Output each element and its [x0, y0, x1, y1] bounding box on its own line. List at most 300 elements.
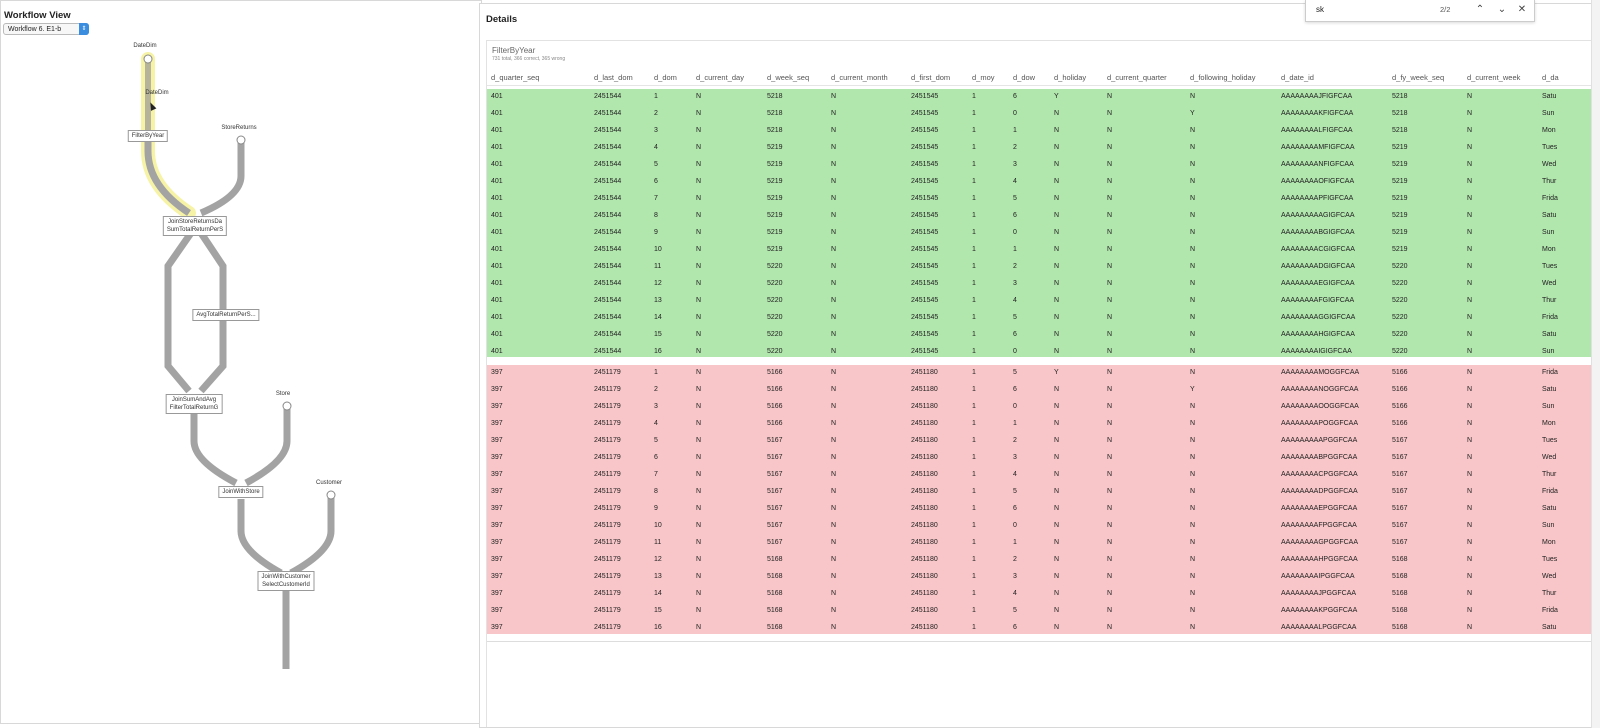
table-cell: 5168: [1392, 590, 1408, 597]
table-cell: 1: [972, 93, 976, 100]
node-customer-label[interactable]: Customer: [315, 480, 343, 486]
table-cell: N: [1190, 573, 1196, 580]
table-cell: 5220: [1392, 280, 1408, 287]
node-join-store-returns[interactable]: [163, 216, 227, 236]
table-cell: N: [1190, 471, 1196, 478]
column-header-d-holiday[interactable]: d_holiday: [1054, 73, 1087, 82]
workflow-panel: [0, 0, 482, 724]
table-cell: N: [696, 420, 702, 427]
table-row[interactable]: [487, 518, 1600, 535]
table-cell: 1: [972, 195, 976, 202]
table-cell: 2451544: [594, 178, 622, 185]
table-cell: 397: [491, 505, 503, 512]
column-header-d-last-dom[interactable]: d_last_dom: [594, 73, 633, 82]
table-cell: 401: [491, 212, 503, 219]
table-cell: 5166: [1392, 403, 1408, 410]
node-join-with-customer[interactable]: [257, 571, 314, 591]
table-cell: N: [831, 505, 837, 512]
table-cell: N: [1054, 263, 1060, 270]
find-match-count: 2/2: [1440, 5, 1451, 14]
table-cell: 2451544: [594, 348, 622, 355]
table-cell: N: [1467, 246, 1473, 253]
node-join-sum-avg[interactable]: [166, 394, 223, 414]
table-cell: N: [831, 539, 837, 546]
panel-subtitle: 731 total, 366 correct, 365 wrong: [492, 56, 566, 62]
table-row[interactable]: [487, 433, 1600, 450]
table-cell: Tues: [1542, 556, 1558, 563]
table-row[interactable]: [487, 603, 1600, 620]
column-header-d-current-day[interactable]: d_current_day: [696, 73, 744, 82]
table-cell: 8: [654, 488, 658, 495]
column-header-d-moy[interactable]: d_moy: [972, 73, 995, 82]
table-cell: 5219: [1392, 246, 1408, 253]
table-cell: N: [1467, 420, 1473, 427]
table-cell: 2451179: [594, 403, 621, 410]
table-cell: N: [1054, 110, 1060, 117]
filterbyyear-panel: [486, 40, 1600, 728]
table-cell: N: [1190, 263, 1196, 270]
table-cell: AAAAAAAAFGIGFCAA: [1281, 297, 1355, 304]
table-cell: N: [1190, 161, 1196, 168]
table-cell: N: [831, 93, 837, 100]
table-cell: 2451180: [911, 454, 938, 461]
table-cell: 5166: [1392, 386, 1408, 393]
table-cell: 2451179: [594, 369, 621, 376]
table-row[interactable]: [487, 89, 1600, 106]
table-cell: N: [1054, 573, 1060, 580]
table-cell: 10: [654, 522, 662, 529]
edge-sumavg-joinstore[interactable]: [194, 411, 236, 483]
table-cell: N: [696, 556, 702, 563]
table-cell: N: [696, 386, 702, 393]
table-cell: N: [831, 386, 837, 393]
table-cell: 15: [654, 331, 662, 338]
table-row[interactable]: [487, 501, 1600, 518]
table-row[interactable]: [487, 382, 1600, 399]
table-cell: N: [1467, 110, 1473, 117]
table-cell: 397: [491, 590, 503, 597]
table-cell: N: [1190, 590, 1196, 597]
table-cell: 2451180: [911, 522, 938, 529]
table-cell: 5219: [1392, 144, 1408, 151]
edge-customer-joincustomer[interactable]: [291, 495, 331, 573]
table-cell: 2451179: [594, 454, 621, 461]
column-header-d-fy-week-seq[interactable]: d_fy_week_seq: [1392, 73, 1445, 82]
chevron-up-icon[interactable]: ⌃: [1475, 4, 1485, 15]
table-cell: AAAAAAAABGIGFCAA: [1281, 229, 1355, 236]
table-cell: 2451180: [911, 590, 938, 597]
table-cell: N: [696, 488, 702, 495]
table-cell: 2451180: [911, 505, 938, 512]
node-store-port[interactable]: [283, 402, 291, 410]
table-cell: 2451544: [594, 246, 622, 253]
table-cell: 5219: [767, 161, 783, 168]
table-cell: 5168: [767, 573, 783, 580]
table-cell: N: [1107, 127, 1113, 134]
table-row[interactable]: [487, 450, 1600, 467]
table-cell: 8: [654, 212, 658, 219]
table-row[interactable]: [487, 535, 1600, 552]
table-row[interactable]: [487, 123, 1600, 140]
table-cell: 1: [1013, 420, 1017, 427]
table-cell: N: [1190, 297, 1196, 304]
node-datedim-label[interactable]: DateDim: [133, 43, 157, 49]
table-cell: N: [1190, 331, 1196, 338]
table-cell: 5: [1013, 607, 1017, 614]
column-header-d-current-week[interactable]: d_current_week: [1467, 73, 1521, 82]
table-cell: 2451545: [911, 263, 939, 270]
column-header-d-quarter-seq[interactable]: d_quarter_seq: [491, 73, 540, 82]
table-row[interactable]: [487, 552, 1600, 569]
workflow-select-value: Workflow 6. E1-b: [8, 26, 62, 33]
table-cell: N: [696, 539, 702, 546]
table-cell: N: [696, 522, 702, 529]
table-cell: 7: [654, 195, 658, 202]
table-cell: N: [696, 93, 702, 100]
table-cell: Mon: [1542, 539, 1556, 546]
table-cell: 397: [491, 420, 503, 427]
table-cell: N: [1467, 178, 1473, 185]
column-header-d-first-dom[interactable]: d_first_dom: [911, 73, 951, 82]
table-cell: 5220: [1392, 263, 1408, 270]
table-row[interactable]: [487, 327, 1600, 344]
table-row[interactable]: [487, 586, 1600, 603]
node-datedim-mid-label: DateDim: [145, 90, 169, 96]
select-arrows-icon[interactable]: ⇕: [79, 23, 89, 35]
table-row[interactable]: [487, 293, 1600, 310]
table-cell: Mon: [1542, 127, 1556, 134]
table-cell: N: [831, 420, 837, 427]
table-cell: 2451545: [911, 127, 939, 134]
table-cell: N: [1467, 127, 1473, 134]
table-cell: 2: [1013, 263, 1017, 270]
table-row[interactable]: [487, 242, 1600, 259]
table-cell: Frida: [1542, 369, 1558, 376]
table-cell: 2451180: [911, 403, 938, 410]
table-cell: N: [1107, 573, 1113, 580]
node-join-store-returns-line1: JoinStoreReturnsDa: [167, 219, 223, 225]
table-cell: N: [1107, 505, 1113, 512]
table-cell: N: [696, 297, 702, 304]
table-cell: N: [1107, 369, 1113, 376]
table-cell: 2451544: [594, 314, 622, 321]
table-cell: N: [696, 161, 702, 168]
table-cell: 1: [972, 297, 976, 304]
edge-store-joinstore[interactable]: [246, 406, 287, 483]
table-cell: N: [1054, 246, 1060, 253]
table-cell: 5220: [767, 280, 783, 287]
table-cell: 2: [1013, 144, 1017, 151]
table-cell: 11: [654, 263, 662, 270]
node-customer-port[interactable]: [327, 491, 335, 499]
table-cell: 2451179: [594, 420, 621, 427]
node-storereturns-port[interactable]: [237, 136, 245, 144]
table-cell: N: [1190, 144, 1196, 151]
table-row[interactable]: [487, 416, 1600, 433]
table-cell: N: [1190, 624, 1196, 631]
table-cell: 3: [1013, 280, 1017, 287]
table-cell: N: [1467, 607, 1473, 614]
table-cell: AAAAAAAAOOGGFCAA: [1281, 403, 1359, 410]
table-cell: 1: [1013, 539, 1017, 546]
table-cell: 9: [654, 505, 658, 512]
column-header-d-date-id[interactable]: d_date_id: [1281, 73, 1314, 82]
table-row[interactable]: [487, 399, 1600, 416]
table-row[interactable]: [487, 259, 1600, 276]
table-cell: Thur: [1542, 471, 1557, 478]
table-cell: Y: [1054, 369, 1059, 376]
table-row[interactable]: [487, 310, 1600, 327]
table-cell: 6: [1013, 93, 1017, 100]
table-cell: 397: [491, 471, 503, 478]
table-cell: N: [1107, 263, 1113, 270]
find-input[interactable]: sk: [1316, 5, 1324, 14]
table-cell: 1: [1013, 127, 1017, 134]
table-cell: 15: [654, 607, 662, 614]
table-cell: N: [831, 280, 837, 287]
table-cell: N: [1467, 403, 1473, 410]
table-cell: 2451544: [594, 195, 622, 202]
table-cell: 2451544: [594, 297, 622, 304]
table-cell: 2: [654, 110, 658, 117]
table-cell: N: [1054, 488, 1060, 495]
table-row[interactable]: [487, 225, 1600, 242]
workflow-select[interactable]: [3, 23, 89, 35]
table-cell: 13: [654, 297, 662, 304]
table-cell: N: [1467, 488, 1473, 495]
table-cell: N: [831, 195, 837, 202]
table-cell: N: [831, 144, 837, 151]
table-cell: Satu: [1542, 331, 1557, 338]
table-cell: 1: [972, 607, 976, 614]
table-cell: 7: [654, 471, 658, 478]
table-row[interactable]: [487, 344, 1600, 357]
table-cell: 1: [972, 488, 976, 495]
table-row[interactable]: [487, 484, 1600, 501]
table-cell: 5168: [767, 556, 783, 563]
table-cell: N: [1054, 607, 1060, 614]
table-cell: Wed: [1542, 161, 1557, 168]
table-cell: N: [831, 522, 837, 529]
table-row[interactable]: [487, 365, 1600, 382]
table-cell: N: [1054, 314, 1060, 321]
table-cell: N: [1054, 471, 1060, 478]
table-cell: N: [1190, 195, 1196, 202]
table-cell: N: [1467, 144, 1473, 151]
table-cell: N: [1054, 556, 1060, 563]
table-cell: 0: [1013, 229, 1017, 236]
table-cell: N: [1107, 161, 1113, 168]
table-cell: AAAAAAAAOFIGFCAA: [1281, 178, 1355, 185]
column-header-d-dom[interactable]: d_dom: [654, 73, 677, 82]
table-cell: 1: [972, 110, 976, 117]
table-cell: 1: [972, 403, 976, 410]
table-cell: N: [831, 348, 837, 355]
table-cell: N: [1107, 522, 1113, 529]
node-filterbyyear[interactable]: FilterByYear: [128, 130, 168, 142]
table-row[interactable]: [487, 620, 1600, 634]
table-cell: 5219: [767, 246, 783, 253]
table-cell: 5167: [1392, 505, 1408, 512]
edge-storereturns-join[interactable]: [201, 140, 241, 213]
table-cell: N: [696, 229, 702, 236]
table-cell: N: [1054, 539, 1060, 546]
table-cell: 2451179: [594, 471, 621, 478]
table-cell: 1: [972, 539, 976, 546]
table-cell: 5168: [767, 607, 783, 614]
table-cell: N: [831, 607, 837, 614]
column-header-d-current-month[interactable]: d_current_month: [831, 73, 888, 82]
table-cell: Frida: [1542, 314, 1558, 321]
table-row[interactable]: [487, 106, 1600, 123]
table-cell: 401: [491, 127, 503, 134]
table-cell: AAAAAAAAHPGGFCAA: [1281, 556, 1358, 563]
table-cell: 1: [972, 505, 976, 512]
table-cell: Y: [1190, 386, 1195, 393]
table-row[interactable]: [487, 174, 1600, 191]
node-storereturns-label[interactable]: StoreReturns: [221, 125, 257, 131]
table-cell: 5167: [1392, 471, 1408, 478]
table-row[interactable]: [487, 140, 1600, 157]
edge-joinstore-joincustomer[interactable]: [241, 499, 281, 573]
table-cell: AAAAAAAAFPGGFCAA: [1281, 522, 1357, 529]
table-cell: 16: [654, 624, 662, 631]
table-cell: 5168: [767, 624, 783, 631]
table-cell: 5167: [767, 505, 783, 512]
table-row[interactable]: [487, 569, 1600, 586]
table-cell: 16: [654, 348, 662, 355]
table-cell: N: [696, 110, 702, 117]
table-cell: 4: [1013, 471, 1017, 478]
table-row[interactable]: [487, 208, 1600, 225]
table-cell: 5219: [1392, 178, 1408, 185]
table-cell: 5220: [767, 331, 783, 338]
table-cell: 2451545: [911, 110, 939, 117]
wrong-rows-group: [487, 365, 1600, 634]
table-cell: N: [831, 212, 837, 219]
node-store-label[interactable]: Store: [275, 391, 291, 397]
table-bottom-divider: [487, 641, 1600, 642]
table-cell: 5218: [1392, 127, 1408, 134]
table-cell: 401: [491, 229, 503, 236]
find-bar: [1305, 0, 1535, 22]
table-cell: AAAAAAAAAPGGFCAA: [1281, 437, 1358, 444]
column-header-d-following-holiday[interactable]: d_following_holiday: [1190, 73, 1256, 82]
table-cell: N: [831, 263, 837, 270]
table-cell: 2451544: [594, 110, 622, 117]
column-header-d-week-seq[interactable]: d_week_seq: [767, 73, 810, 82]
table-cell: 5167: [1392, 454, 1408, 461]
table-cell: N: [831, 161, 837, 168]
close-icon[interactable]: ✕: [1517, 4, 1527, 15]
node-join-with-customer-line1: JoinWithCustomer: [261, 574, 311, 580]
table-cell: Tues: [1542, 263, 1558, 270]
edge-join-left-branch[interactable]: [168, 233, 191, 391]
table-cell: 2451180: [911, 386, 938, 393]
table-cell: 5167: [767, 437, 783, 444]
table-cell: 5168: [1392, 624, 1408, 631]
table-cell: AAAAAAAAIGIGFCAA: [1281, 348, 1352, 355]
table-cell: Frida: [1542, 195, 1558, 202]
table-cell: 2451180: [911, 369, 938, 376]
table-cell: N: [696, 348, 702, 355]
table-cell: N: [1190, 246, 1196, 253]
table-cell: 1: [972, 246, 976, 253]
table-cell: N: [1190, 314, 1196, 321]
table-cell: N: [1107, 348, 1113, 355]
table-cell: Sun: [1542, 110, 1555, 117]
table-cell: 3: [1013, 161, 1017, 168]
table-cell: N: [1107, 590, 1113, 597]
table-cell: N: [1467, 539, 1473, 546]
table-cell: AAAAAAAABPGGFCAA: [1281, 454, 1358, 461]
table-row[interactable]: [487, 467, 1600, 484]
table-cell: 2451179: [594, 573, 621, 580]
table-cell: 2: [1013, 556, 1017, 563]
chevron-down-icon[interactable]: ⌄: [1497, 4, 1507, 15]
table-cell: N: [696, 624, 702, 631]
table-cell: N: [1190, 556, 1196, 563]
table-cell: N: [831, 127, 837, 134]
table-cell: 2451180: [911, 488, 938, 495]
table-cell: N: [1054, 437, 1060, 444]
table-cell: 5168: [1392, 607, 1408, 614]
table-cell: N: [1054, 403, 1060, 410]
table-cell: 2451179: [594, 505, 621, 512]
table-cell: N: [1054, 229, 1060, 236]
column-header-d-da[interactable]: d_da: [1542, 73, 1559, 82]
table-cell: 1: [972, 556, 976, 563]
workflow-graph: [1, 1, 481, 725]
table-cell: Sun: [1542, 522, 1555, 529]
table-cell: 2451179: [594, 386, 621, 393]
node-avg-total-return[interactable]: AvgTotalReturnPerS...: [192, 309, 259, 321]
table-cell: N: [1467, 454, 1473, 461]
table-cell: N: [1190, 229, 1196, 236]
workflow-title: Workflow View: [4, 10, 71, 21]
table-row[interactable]: [487, 157, 1600, 174]
table-cell: N: [696, 607, 702, 614]
table-cell: N: [1107, 229, 1113, 236]
table-cell: 3: [1013, 573, 1017, 580]
table-cell: 2451545: [911, 178, 939, 185]
table-cell: N: [1467, 505, 1473, 512]
table-cell: N: [1467, 229, 1473, 236]
table-cell: N: [831, 229, 837, 236]
table-cell: 397: [491, 454, 503, 461]
table-cell: Sun: [1542, 229, 1555, 236]
table-cell: AAAAAAAADGIGFCAA: [1281, 263, 1355, 270]
table-cell: 401: [491, 331, 503, 338]
window-scrollbar[interactable]: [1591, 0, 1600, 728]
table-cell: N: [831, 454, 837, 461]
table-cell: 5219: [1392, 229, 1408, 236]
table-row[interactable]: [487, 276, 1600, 293]
table-cell: 4: [1013, 178, 1017, 185]
table-cell: N: [1190, 127, 1196, 134]
node-datedim-port[interactable]: [144, 55, 152, 63]
column-header-d-dow[interactable]: d_dow: [1013, 73, 1036, 82]
table-cell: N: [1467, 93, 1473, 100]
table-cell: N: [1107, 297, 1113, 304]
column-header-d-current-quarter[interactable]: d_current_quarter: [1107, 73, 1167, 82]
table-cell: 4: [1013, 590, 1017, 597]
table-cell: 6: [1013, 624, 1017, 631]
table-row[interactable]: [487, 191, 1600, 208]
table-cell: 397: [491, 607, 503, 614]
table-cell: N: [696, 403, 702, 410]
node-join-with-store[interactable]: JoinWithStore: [218, 486, 263, 498]
